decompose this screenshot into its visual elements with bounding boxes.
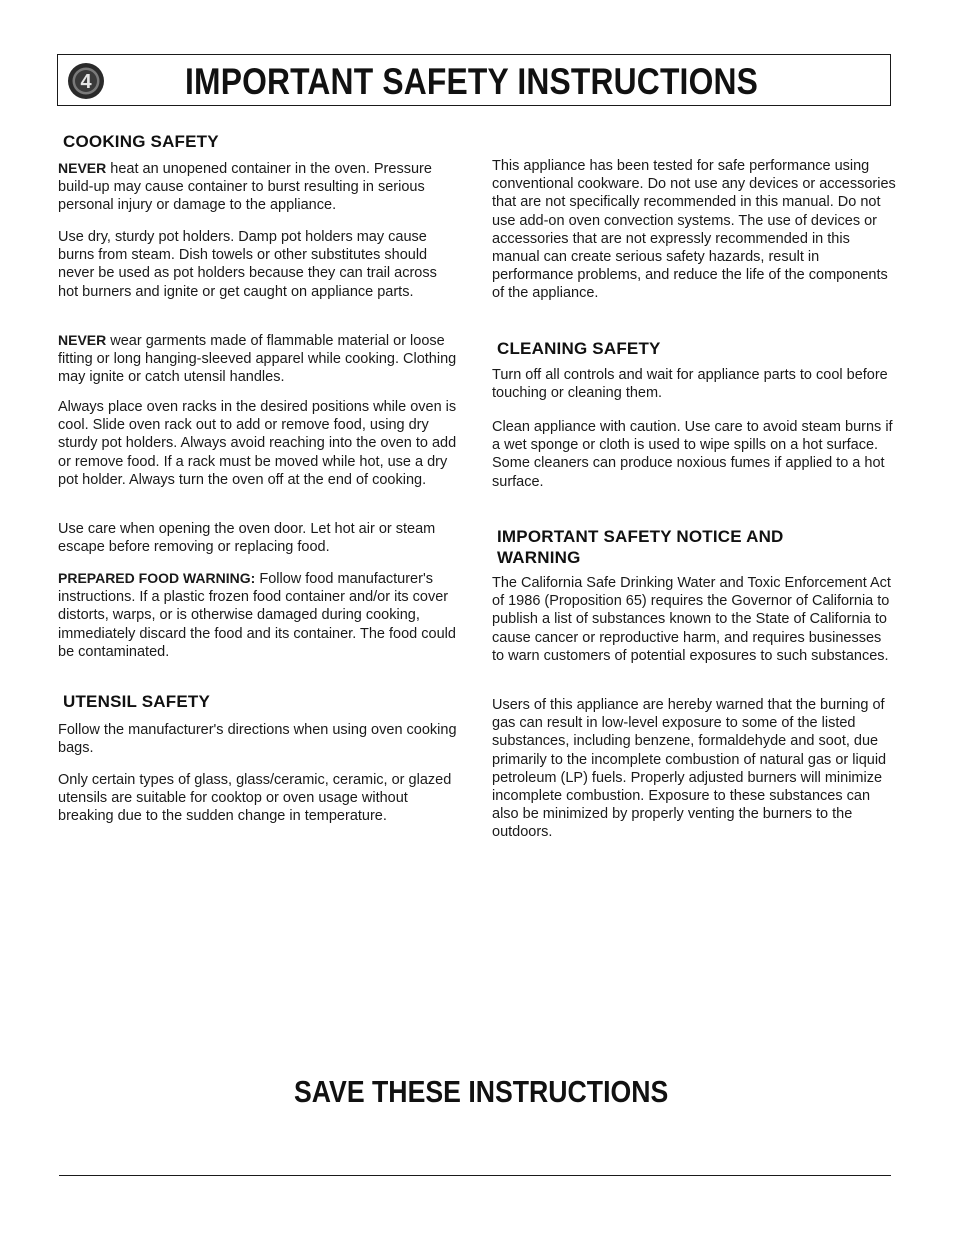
notice-paragraph-2: Users of this appliance are hereby warned that the burning of gas can result in low-level exposure to some of the listed substances, including benzene, formaldehyde and soot, due primarily to the incomplete combustion of natural gas or liquid petroleum (LP) fuels. Properly adjusted burners will minimize incomplete combustion. Exposure to these substances can also be minimized by properly venting the burners to the outdoors.	[492, 697, 887, 841]
page-number-badge-icon	[67, 62, 105, 100]
header-box	[57, 54, 891, 106]
prepared-food-warning: PREPARED FOOD WARNING: Follow food manufacturer's instructions. If a plastic frozen food container and/or its cover distorts, warps, or is otherwise damaged during cooking, immediately discard the food and its container. The food could be contaminated.	[58, 570, 456, 660]
cooking-safety-paragraph-5: Use care when opening the oven door. Let hot air or steam escape before removing or replacing food.	[58, 521, 436, 556]
notice-heading-line-1: IMPORTANT SAFETY NOTICE AND	[497, 527, 784, 546]
cleaning-safety-paragraph-1: Turn off all controls and wait for appliance parts to cool before touching or cleaning them.	[492, 367, 888, 402]
cooking-safety-heading: COOKING SAFETY	[63, 132, 219, 151]
footer-divider	[59, 1175, 891, 1176]
notice-heading-line-2: WARNING	[497, 548, 581, 567]
cleaning-safety-paragraph-2: Clean appliance with caution. Use care to avoid steam burns if a wet sponge or cloth is used to wipe spills on a hot surface. Some cleaners can produce noxious fumes if applied to a hot surface.	[492, 419, 893, 490]
cooking-safety-paragraph-2: Use dry, sturdy pot holders. Damp pot holders may cause burns from steam. Dish towels or other substitutes should never be used as pot holders because they can trail across hot burners and ignite or get caught on appliance parts.	[58, 229, 437, 300]
utensil-safety-paragraph-2: Only certain types of glass, glass/ceramic, ceramic, or glazed utensils are suitable for cooktop or oven usage without breaking due to the sudden change in temperature.	[58, 772, 452, 825]
never-lead: NEVER	[58, 332, 107, 348]
cooking-safety-paragraph-4: Always place oven racks in the desired positions while oven is cool. Slide oven rack out to add or remove food, using dry sturdy pot holders. Always avoid reaching into the oven to add or remove food. If a rack must be moved while hot, use a dry pot holder. Always turn the oven off at the end of cooking.	[58, 399, 457, 488]
cooking-safety-paragraph-1: NEVER heat an unopened container in the oven. Pressure build-up may cause container to burst resulting in serious personal injury or damage to the appliance.	[58, 160, 432, 214]
utensil-safety-paragraph-1: Follow the manufacturer's directions when using oven cooking bags.	[58, 722, 457, 757]
badge-number: 4	[80, 71, 92, 93]
cooking-safety-paragraph-3: NEVER wear garments made of flammable material or loose fitting or long hanging-sleeved apparel while cooking. Clothing may ignite or catch utensil handles.	[58, 332, 457, 386]
never-lead: NEVER	[58, 160, 107, 176]
page-title: IMPORTANT SAFETY INSTRUCTIONS	[185, 61, 759, 102]
cleaning-safety-heading: CLEANING SAFETY	[497, 339, 661, 358]
appliance-note-paragraph: This appliance has been tested for safe performance using conventional cookware. Do not use any devices or accessories that are not specifically recommended in this manual. Do not use add-on oven convection systems. The use of devices or accessories that are not expressly recommended in this manual can create serious safety hazards, result in performance problems, and reduce the life of the components of the appliance.	[492, 158, 896, 302]
save-instructions-title: SAVE THESE INSTRUCTIONS	[294, 1074, 669, 1109]
prepared-food-warning-lead: PREPARED FOOD WARNING:	[58, 570, 256, 586]
notice-paragraph-1: The California Safe Drinking Water and Toxic Enforcement Act of 1986 (Proposition 65) requires the Governor of California to publish a list of substances known to the State of California to cause cancer or reproductive harm, and requires businesses to warn customers of potential exposures to such substances.	[492, 575, 891, 664]
utensil-safety-heading: UTENSIL SAFETY	[63, 692, 211, 711]
